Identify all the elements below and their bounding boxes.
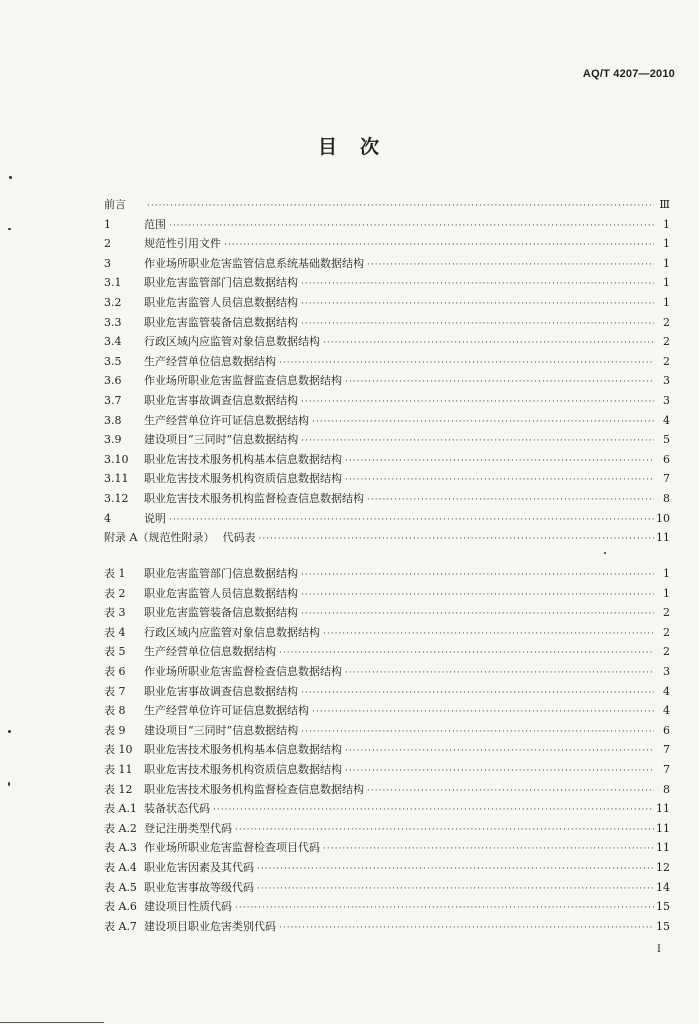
toc-section-row <box>104 412 670 432</box>
toc-entry-title: 职业危害技术服务机构监督检查信息数据结构 <box>144 491 364 505</box>
toc-leader-dots <box>345 746 654 756</box>
toc-entry-title: 范围 <box>144 217 166 231</box>
toc-entry-title: 建设项目“三同时”信息数据结构 <box>144 433 299 447</box>
toc-entry-number: 表 8 <box>104 704 126 718</box>
toc-entry-number: 表 4 <box>104 625 126 639</box>
toc-entry-title: 职业危害事故等级代码 <box>144 880 254 894</box>
toc-table-row <box>104 879 670 899</box>
toc-entry-title: 作业场所职业危害监督检查项目代码 <box>144 841 320 855</box>
toc-entry-page: 4 <box>663 684 670 698</box>
toc-entry-number: 3.1 <box>104 276 122 290</box>
toc-leader-dots <box>367 260 654 270</box>
toc-entry-page: 15 <box>656 919 670 933</box>
toc-entry-number: 3.7 <box>104 393 122 407</box>
toc-entry-title: 职业危害监管部门信息数据结构 <box>144 567 298 580</box>
toc-entry-number: 4 <box>104 511 111 525</box>
toc-entry-number: 3.10 <box>104 452 129 466</box>
toc-entry-title: 行政区域内应监管对象信息数据结构 <box>144 335 320 349</box>
toc-entry-number: 表 A.6 <box>104 900 137 914</box>
toc-entry-number: 3.12 <box>104 491 129 505</box>
toc-entry-page: 8 <box>663 782 670 796</box>
toc-table-row <box>104 604 670 624</box>
toc-sections <box>104 196 670 549</box>
toc-entry-number: 3 <box>104 256 111 270</box>
toc-entry-title: 建设项目性质代码 <box>144 900 232 914</box>
toc-entry-number: 前言 <box>104 198 126 211</box>
toc-table-row <box>104 820 670 840</box>
toc-table-row <box>104 918 670 938</box>
toc-leader-dots <box>301 436 654 446</box>
toc-leader-dots <box>147 201 654 211</box>
toc-entry-title: 作业场所职业危害监管信息系统基础数据结构 <box>144 256 364 270</box>
toc-entry-page: 11 <box>656 841 670 855</box>
toc-entry-number: 表 A.4 <box>104 860 137 874</box>
toc-leader-dots <box>258 534 654 544</box>
toc-entry-title: 作业场所职业危害监督检查信息数据结构 <box>144 664 342 678</box>
toc-entry-page: 2 <box>663 354 670 368</box>
toc-entry-title: 职业危害技术服务机构资质信息数据结构 <box>144 762 342 776</box>
toc-entry-page: 7 <box>663 472 670 486</box>
toc-section-row <box>104 274 670 294</box>
toc-entry-title: 职业危害监管人员信息数据结构 <box>144 586 298 600</box>
toc-entry-title: 职业危害技术服务机构基本信息数据结构 <box>144 743 342 757</box>
toc-entry-page: 4 <box>663 413 670 427</box>
toc-entry-number: 表 A.5 <box>104 880 137 894</box>
toc-leader-dots <box>301 397 654 407</box>
toc-entry-number: 表 2 <box>104 586 126 600</box>
toc-entry-page: 1 <box>663 276 670 290</box>
toc-entry-number: 表 7 <box>104 684 126 698</box>
toc-table-row <box>104 702 670 722</box>
toc-entry-page: 11 <box>656 821 670 835</box>
toc-leader-dots <box>257 864 654 874</box>
toc-leader-dots <box>323 629 654 639</box>
toc-table-row <box>104 565 670 585</box>
toc-entry-number: 2 <box>104 237 111 251</box>
toc-entry-page: 11 <box>656 531 670 545</box>
toc-entry-page: 14 <box>656 880 670 894</box>
toc-entry-number: 3.4 <box>104 335 122 349</box>
toc-leader-dots <box>345 377 654 387</box>
toc-entry-title: 职业危害技术服务机构基本信息数据结构 <box>144 452 342 466</box>
toc-entry-number: 3.11 <box>104 472 129 486</box>
toc-entry-number: 表 A.3 <box>104 841 137 855</box>
scan-speck <box>8 730 11 733</box>
toc-leader-dots <box>235 903 654 913</box>
toc-entry-number: 表 A.1 <box>104 802 137 816</box>
toc-section-row <box>104 255 670 275</box>
toc-leader-dots <box>279 648 654 658</box>
toc-entry-page: 3 <box>663 664 670 678</box>
toc-section-row <box>104 431 670 451</box>
toc-entry-title: 职业危害监管装备信息数据结构 <box>144 315 298 329</box>
toc-entry-title: 建设项目“三同时”信息数据结构 <box>144 723 299 737</box>
toc-entry-title: 登记注册类型代码 <box>144 821 232 835</box>
toc-entry-number: 表 10 <box>104 743 133 757</box>
toc-entry-title: 规范性引用文件 <box>144 237 221 251</box>
toc-entry-page: 2 <box>663 606 670 620</box>
toc-section-row <box>104 372 670 392</box>
toc-entry-page: 12 <box>656 860 670 874</box>
toc-leader-dots <box>301 688 654 698</box>
standard-code: AQ/T 4207—2010 <box>582 68 675 80</box>
toc-table-row <box>104 800 670 820</box>
toc-entry-title: 生产经营单位信息数据结构 <box>144 354 276 368</box>
toc-entry-number: 3.9 <box>104 433 122 447</box>
toc-section-row <box>104 490 670 510</box>
toc-leader-dots <box>224 240 654 250</box>
toc-entry-number: 表 1 <box>104 567 126 580</box>
toc-leader-dots <box>345 668 654 678</box>
toc-leader-dots <box>345 456 654 466</box>
toc-table-row <box>104 624 670 644</box>
scan-speck <box>9 176 12 179</box>
toc-leader-dots <box>367 786 654 796</box>
toc-table-row <box>104 683 670 703</box>
toc-entry-title: 职业危害事故调查信息数据结构 <box>144 684 298 698</box>
toc-leader-dots <box>301 279 654 289</box>
toc-section-row <box>104 216 670 236</box>
toc-entry-title: 职业危害技术服务机构资质信息数据结构 <box>144 472 342 486</box>
toc-table-row <box>104 585 670 605</box>
toc-table-row <box>104 741 670 761</box>
scan-speck <box>8 782 10 786</box>
toc-entry-page: 2 <box>663 645 670 659</box>
toc-entry-number: 附录 A（规范性附录） <box>104 531 215 545</box>
toc-table-row <box>104 761 670 781</box>
toc-entry-title: 生产经营单位许可证信息数据结构 <box>144 413 309 427</box>
toc-entry-number: 3.3 <box>104 315 122 329</box>
toc-entry-title: 装备状态代码 <box>144 802 210 816</box>
page-number: I <box>657 944 661 955</box>
toc-leader-dots <box>301 609 654 619</box>
toc-entry-page: 1 <box>663 217 670 231</box>
toc-section-row <box>104 353 670 373</box>
toc-leader-dots <box>279 923 654 933</box>
toc-table-row <box>104 898 670 918</box>
toc-leader-dots <box>169 515 654 525</box>
toc-entry-number: 表 A.7 <box>104 919 137 933</box>
toc-entry-page: 3 <box>663 374 670 388</box>
toc-entry-number: 表 12 <box>104 782 133 796</box>
toc-section-row <box>104 529 670 549</box>
toc-entry-number: 3.6 <box>104 374 122 388</box>
toc-leader-dots <box>323 338 654 348</box>
toc-entry-page: 8 <box>663 491 670 505</box>
toc-entry-number: 表 A.2 <box>104 821 137 835</box>
toc-section-row <box>104 451 670 471</box>
toc-entry-page: 11 <box>656 802 670 816</box>
scan-speck <box>604 552 606 554</box>
toc-entry-number: 表 5 <box>104 645 126 659</box>
toc-section-row <box>104 333 670 353</box>
toc-entry-page: 1 <box>663 295 670 309</box>
toc-entry-title: 职业危害监管人员信息数据结构 <box>144 295 298 309</box>
toc-entry-page: 7 <box>663 762 670 776</box>
toc-leader-dots <box>257 884 654 894</box>
toc-table-row <box>104 839 670 859</box>
toc-section-row <box>104 196 670 216</box>
toc-entry-page: 2 <box>663 625 670 639</box>
toc-section-row <box>104 510 670 530</box>
toc-entry-page: 1 <box>663 256 670 270</box>
toc-entry-page: 3 <box>663 393 670 407</box>
toc-entry-number: 表 9 <box>104 723 126 737</box>
toc-entry-page: 1 <box>663 586 670 600</box>
toc-leader-dots <box>312 707 654 717</box>
toc-leader-dots <box>345 475 654 485</box>
toc-section-row <box>104 392 670 412</box>
toc-entry-number: 表 6 <box>104 664 126 678</box>
toc-leader-dots <box>301 590 654 600</box>
toc-section-row <box>104 235 670 255</box>
toc-entry-page: 10 <box>656 511 670 525</box>
toc-leader-dots <box>301 319 654 329</box>
toc-entry-number: 3.8 <box>104 413 122 427</box>
toc-entry-number: 1 <box>104 217 111 231</box>
toc-tables <box>104 565 670 937</box>
toc-table-row <box>104 643 670 663</box>
toc-entry-page: 7 <box>663 743 670 757</box>
toc-entry-page: 1 <box>663 567 670 580</box>
toc-leader-dots <box>235 825 654 835</box>
toc-entry-page: 1 <box>663 237 670 251</box>
toc-table-row <box>104 859 670 879</box>
toc-table-row <box>104 722 670 742</box>
toc-section-row <box>104 314 670 334</box>
toc-entry-number: 表 11 <box>104 762 133 776</box>
toc-entry-title: 建设项目职业危害类别代码 <box>144 919 276 933</box>
toc-leader-dots <box>367 495 654 505</box>
toc-entry-number: 表 3 <box>104 606 126 620</box>
toc-entry-number: 3.2 <box>104 295 122 309</box>
toc-entry-title: 生产经营单位信息数据结构 <box>144 645 276 659</box>
toc-entry-title: 职业危害监管装备信息数据结构 <box>144 606 298 620</box>
toc-entry-title: 职业危害监管部门信息数据结构 <box>144 276 298 290</box>
toc-section-row <box>104 470 670 490</box>
toc-entry-title: 行政区域内应监管对象信息数据结构 <box>144 625 320 639</box>
toc-entry-page: 4 <box>663 704 670 718</box>
toc-entry-number: 3.5 <box>104 354 122 368</box>
toc-entry-title: 说明 <box>144 511 166 525</box>
toc-leader-dots <box>301 570 654 580</box>
toc-entry-page: 15 <box>656 900 670 914</box>
scan-speck <box>8 228 11 230</box>
toc-entry-page: 6 <box>663 452 670 466</box>
toc-table-row <box>104 663 670 683</box>
toc-entry-title: 作业场所职业危害监督监查信息数据结构 <box>144 374 342 388</box>
toc-entry-title: 职业危害因素及其代码 <box>144 860 254 874</box>
toc-entry-page: 2 <box>663 335 670 349</box>
toc-table-row <box>104 781 670 801</box>
toc-entry-page: 5 <box>663 433 670 447</box>
toc-entry-title: 职业危害技术服务机构监督检查信息数据结构 <box>144 782 364 796</box>
toc-entry-title: 职业危害事故调查信息数据结构 <box>144 393 298 407</box>
toc-entry-title: 代码表 <box>222 531 256 545</box>
toc-section-row <box>104 294 670 314</box>
toc-leader-dots <box>301 299 654 309</box>
toc-entry-page: Ⅲ <box>659 198 670 211</box>
toc-entry-page: 6 <box>663 723 670 737</box>
toc-leader-dots <box>345 766 654 776</box>
page-title: 目 次 <box>317 136 381 158</box>
toc-leader-dots <box>301 727 654 737</box>
toc-leader-dots <box>279 358 654 368</box>
toc-leader-dots <box>323 844 654 854</box>
scan-edge-line <box>0 1022 104 1023</box>
toc-leader-dots <box>213 805 654 815</box>
toc-entry-page: 2 <box>663 315 670 329</box>
toc-leader-dots <box>312 417 654 427</box>
toc-entry-title: 生产经营单位许可证信息数据结构 <box>144 704 309 718</box>
toc-leader-dots <box>169 221 654 231</box>
